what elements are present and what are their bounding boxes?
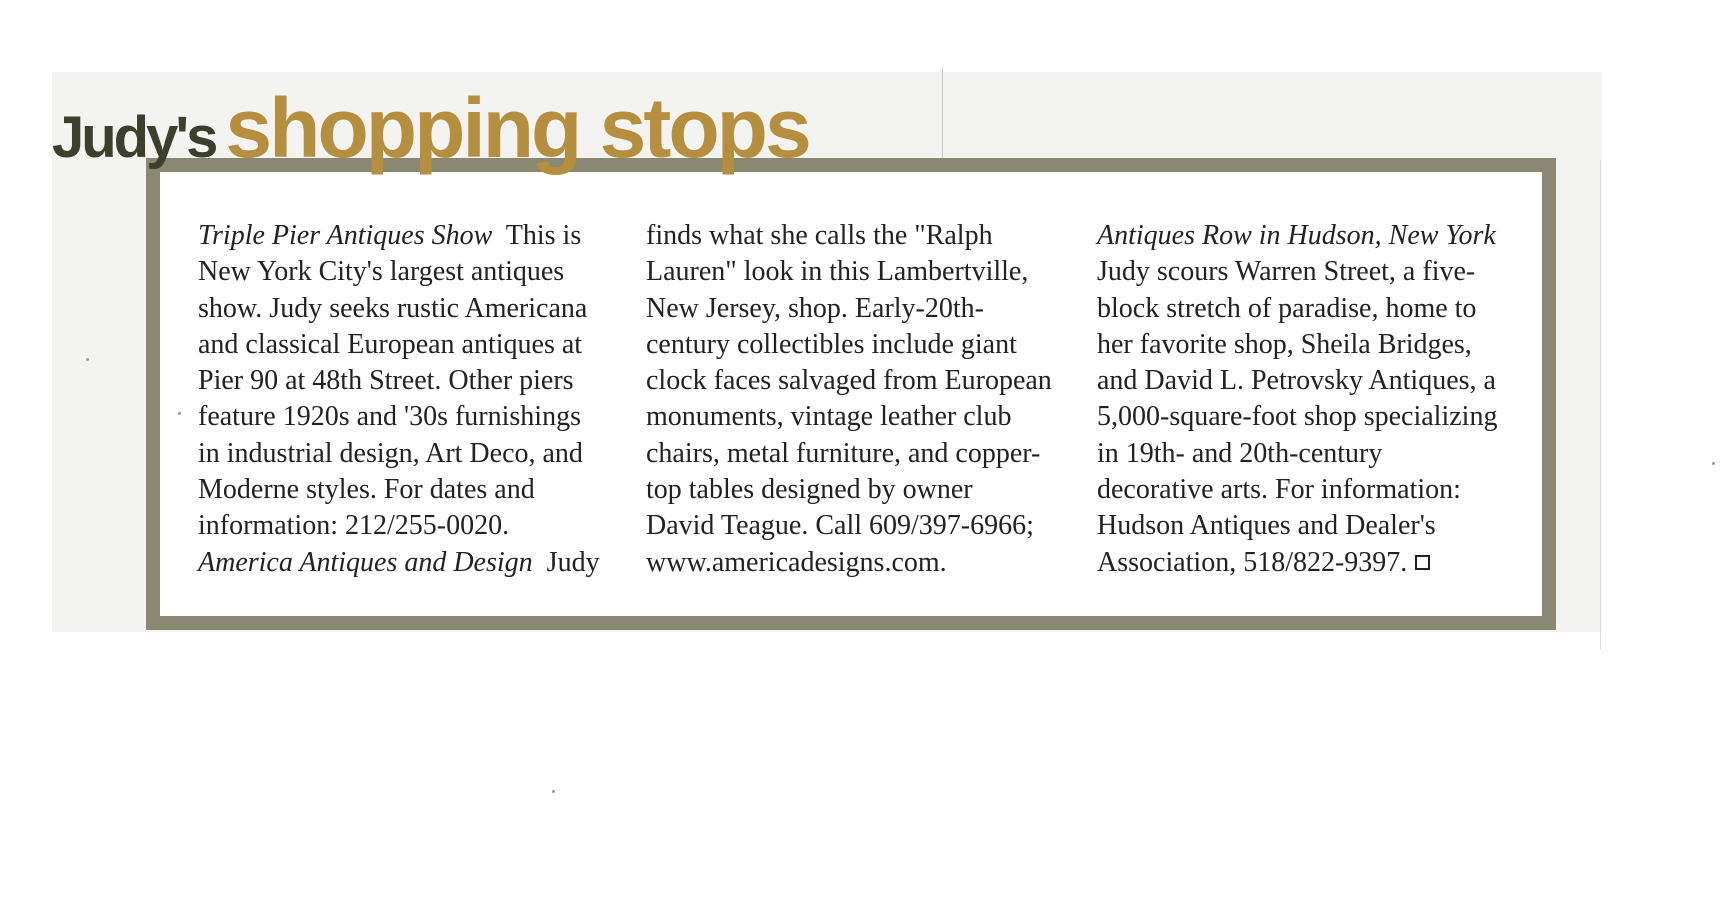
body-text: www.americadesigns.com. bbox=[646, 546, 947, 578]
text-line bbox=[646, 327, 1052, 363]
body-text: Judy scours Warren Street, a five- bbox=[1097, 256, 1476, 288]
text-line bbox=[198, 508, 600, 544]
italic-heading: Antiques Row in Hudson, New York bbox=[1097, 220, 1496, 251]
body-text: feature 1920s and '30s furnishings bbox=[198, 401, 581, 433]
body-text: century collectibles include giant bbox=[646, 328, 1017, 360]
text-line bbox=[198, 327, 600, 363]
text-line bbox=[198, 472, 600, 508]
body-text: finds what she calls the "Ralph bbox=[646, 220, 993, 251]
text-line bbox=[646, 508, 1052, 544]
body-text: clock faces salvaged from European bbox=[646, 365, 1052, 397]
text-line bbox=[1097, 363, 1497, 399]
headline bbox=[52, 80, 809, 177]
text-line bbox=[1097, 327, 1497, 363]
text-line bbox=[646, 472, 1052, 508]
text-line bbox=[646, 291, 1052, 327]
text-line bbox=[1097, 508, 1497, 544]
text-line bbox=[1097, 545, 1497, 581]
scan-speck bbox=[552, 790, 555, 793]
body-text: Lauren" look in this Lambertville, bbox=[646, 256, 1029, 288]
italic-heading: Triple Pier Antiques Show bbox=[198, 220, 493, 251]
body-text: in industrial design, Art Deco, and bbox=[198, 437, 583, 469]
body-text: and David L. Petrovsky Antiques, a bbox=[1097, 365, 1496, 397]
text-line bbox=[1097, 218, 1497, 254]
text-line bbox=[198, 399, 600, 435]
body-text: David Teague. Call 609/397-6966; bbox=[646, 510, 1034, 542]
text-line bbox=[646, 436, 1052, 472]
text-line bbox=[198, 436, 600, 472]
body-text: and classical European antiques at bbox=[198, 328, 583, 360]
text-line bbox=[1097, 291, 1497, 327]
text-line bbox=[646, 399, 1052, 435]
text-line bbox=[646, 363, 1052, 399]
text-line bbox=[198, 545, 600, 581]
body-text: top tables designed by owner bbox=[646, 474, 973, 506]
body-text: New York City's largest antiques bbox=[198, 256, 565, 288]
body-text: monuments, vintage leather club bbox=[646, 401, 1012, 433]
body-text: Moderne styles. For dates and bbox=[198, 474, 535, 506]
body-text: Judy bbox=[532, 546, 600, 578]
body-text: her favorite shop, Sheila Bridges, bbox=[1097, 328, 1472, 360]
text-line bbox=[1097, 472, 1497, 508]
body-text: Hudson Antiques and Dealer's bbox=[1097, 510, 1436, 542]
end-mark-icon bbox=[1415, 555, 1430, 570]
article-box bbox=[146, 158, 1556, 630]
body-text: New Jersey, shop. Early-20th- bbox=[646, 292, 984, 324]
scan-edge-line bbox=[942, 68, 943, 163]
body-text: This is bbox=[492, 220, 582, 251]
scan-speck bbox=[1712, 462, 1715, 465]
body-text: Pier 90 at 48th Street. Other piers bbox=[198, 365, 574, 397]
text-line bbox=[198, 218, 600, 254]
scan-speck bbox=[86, 358, 89, 361]
body-text: block stretch of paradise, home to bbox=[1097, 292, 1477, 324]
body-text: in 19th- and 20th-century bbox=[1097, 437, 1383, 469]
text-line bbox=[198, 291, 600, 327]
article-body bbox=[160, 172, 1542, 616]
text-line bbox=[198, 363, 600, 399]
scan-edge-line-right bbox=[1600, 160, 1601, 650]
body-text: Association, 518/822-9397. bbox=[1097, 546, 1408, 578]
text-line bbox=[646, 218, 1052, 254]
body-text: 5,000-square-foot shop specializing bbox=[1097, 401, 1498, 433]
headline-main: shopping stops bbox=[225, 81, 809, 175]
text-line bbox=[646, 545, 1052, 581]
text-line bbox=[1097, 254, 1497, 290]
body-text: decorative arts. For information: bbox=[1097, 474, 1461, 506]
text-line bbox=[1097, 436, 1497, 472]
italic-heading: America Antiques and Design bbox=[198, 546, 533, 578]
text-line bbox=[198, 254, 600, 290]
scan-speck bbox=[178, 412, 181, 415]
column-2 bbox=[646, 218, 1052, 581]
body-text: show. Judy seeks rustic Americana bbox=[198, 292, 588, 324]
headline-prefix: Judy's bbox=[52, 105, 216, 170]
body-text: chairs, metal furniture, and copper- bbox=[646, 437, 1041, 469]
column-3 bbox=[1097, 218, 1497, 581]
body-text: information: 212/255-0020. bbox=[198, 510, 510, 542]
column-1 bbox=[198, 218, 600, 581]
text-line bbox=[646, 254, 1052, 290]
text-line bbox=[1097, 399, 1497, 435]
